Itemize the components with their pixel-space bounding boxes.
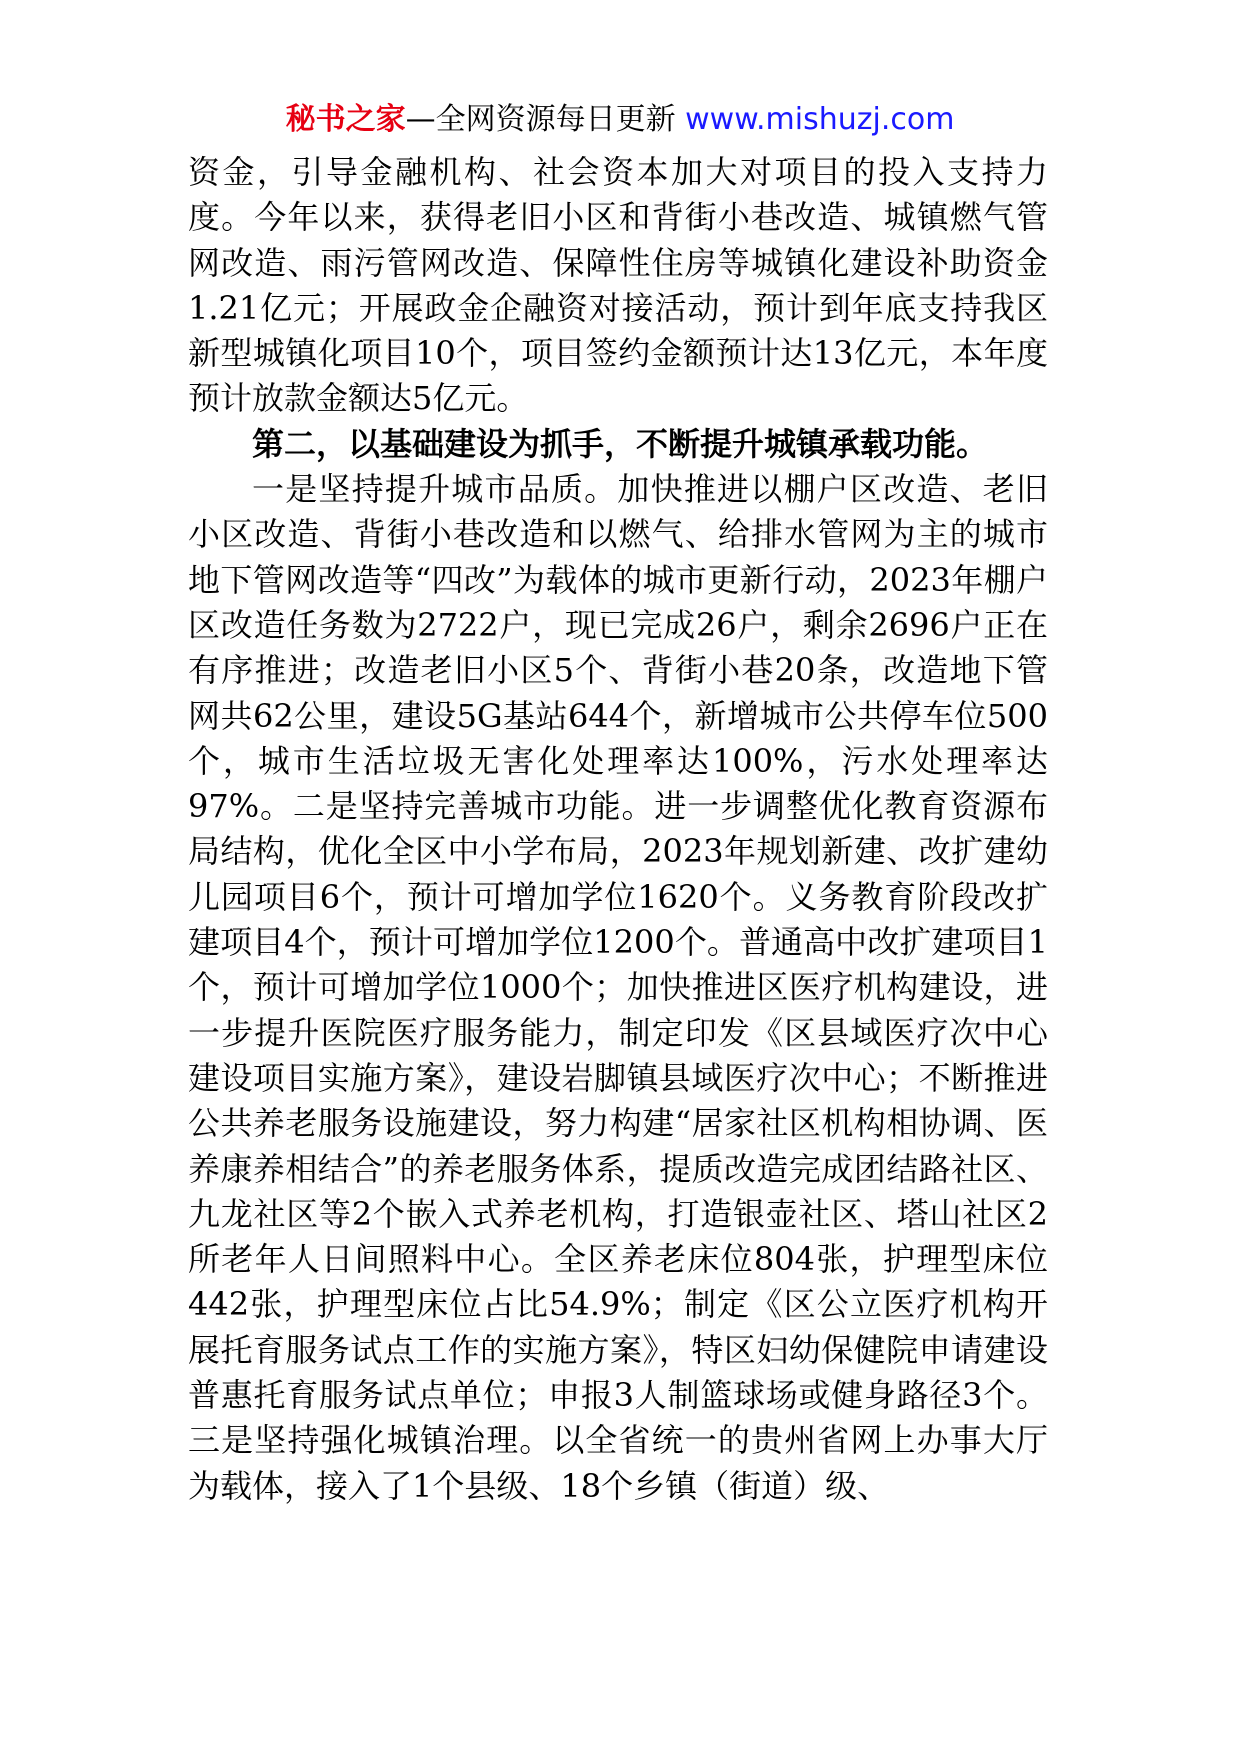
page-header bbox=[0, 100, 1240, 140]
section-heading-second: 第二，以基础建设为抓手，不断提升城镇承载功能。 bbox=[252, 424, 989, 463]
site-url-link[interactable]: www.mishuzj.com bbox=[685, 102, 955, 137]
document-body bbox=[188, 150, 1048, 1509]
brand-name: 秘书之家 bbox=[285, 102, 406, 137]
paragraph-urban-quality: 一是坚持提升城市品质。加快推进以棚户区改造、老旧小区改造、背街小巷改造和以燃气、给排水管网为主的城市地下管网改造等“四改”为载体的城市更新行动，2023年棚户区改造任务数为2722户，现已完成26户，剩余2696户正在有序推进；改造老旧小区5个、背街小巷20条，改造地下管网共62公里，建设5G基站644个，新增城市公共停车位500个，城市生活垃圾无害化处理率达100%，污水处理率达97%。二是坚持完善城市功能。进一步调整优化教育资源布局结构，优化全区中小学布局，2023年规划新建、改扩建幼儿园项目6个，预计可增加学位1620个。义务教育阶段改扩建项目4个，预计可增加学位1200个。普通高中改扩建项目1个，预计可增加学位1000个；加快推进区医疗机构建设，进一步提升医院医疗服务能力，制定印发《区县域医疗次中心建设项目实施方案》，建设岩脚镇县域医疗次中心；不断推进公共养老服务设施建设，努力构建“居家社区机构相协调、医养康养相结合”的养老服务体系，提质改造完成团结路社区、九龙社区等2个嵌入式养老机构，打造银壶社区、塔山社区2所老年人日间照料中心。全区养老床位804张，护理型床位442张，护理型床位占比54.9%；制定《区公立医疗机构开展托育服务试点工作的实施方案》，特区妇幼保健院申请建设普惠托育服务试点单位；申报3人制篮球场或健身路径3个。三是坚持强化城镇治理。以全省统一的贵州省网上办事大厅为载体，接入了1个县级、18个乡镇（街道）级、 bbox=[188, 470, 1048, 1505]
paragraph-funding: 资金，引导金融机构、社会资本加大对项目的投入支持力度。今年以来，获得老旧小区和背街小巷改造、城镇燃气管网改造、雨污管网改造、保障性住房等城镇化建设补助资金1.21亿元；开展政金企融资对接活动，预计到年底支持我区新型城镇化项目10个，项目签约金额预计达13亿元，本年度预计放款金额达5亿元。 bbox=[188, 153, 1048, 418]
header-tagline: —全网资源每日更新 bbox=[405, 102, 676, 137]
